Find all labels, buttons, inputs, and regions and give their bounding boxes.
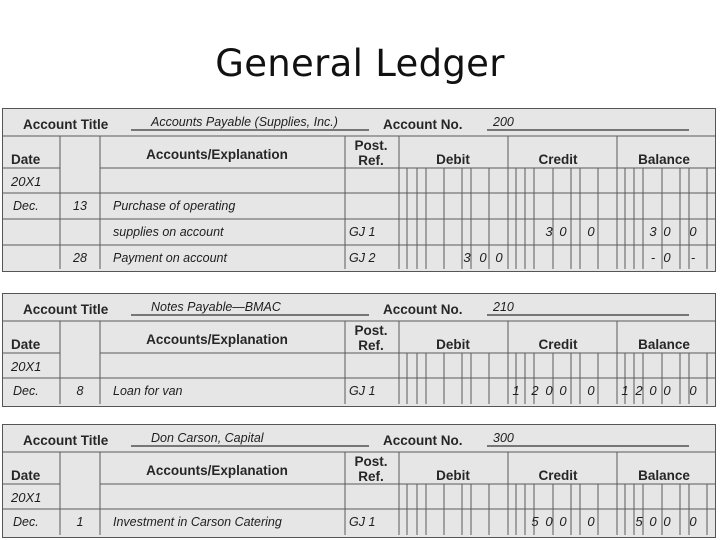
column-header-debit: Debit — [436, 337, 470, 352]
entry-balance-digit: 0 — [649, 383, 657, 398]
entry-credit-digit: 0 — [559, 224, 567, 239]
entry-balance-digit: 0 — [663, 250, 671, 265]
entry-debit-digit: 3 — [463, 250, 471, 265]
account-no-value: 210 — [493, 300, 514, 314]
column-header-debit: Debit — [436, 152, 470, 167]
entry-balance-digit: 0 — [663, 514, 671, 529]
entry-credit-digit: 0 — [587, 383, 595, 398]
entry-day: 1 — [76, 515, 84, 529]
account-title-label: Account Title — [23, 433, 109, 448]
entry-credit-digit: 3 — [545, 224, 553, 239]
ledger-card-capital — [2, 424, 716, 538]
column-header-balance: Balance — [638, 468, 690, 483]
column-header-explanation: Accounts/Explanation — [146, 463, 288, 478]
column-header-ref: Ref. — [358, 469, 384, 484]
column-header-ref: Ref. — [358, 153, 384, 168]
column-header-balance: Balance — [638, 152, 690, 167]
column-header-debit: Debit — [436, 468, 470, 483]
entry-post-ref: GJ 1 — [349, 225, 376, 239]
entry-post-ref: GJ 1 — [349, 384, 376, 398]
entry-post-ref: GJ 2 — [349, 251, 376, 265]
column-header-post: Post. — [354, 454, 388, 469]
entry-post-ref: GJ 1 — [349, 515, 376, 529]
account-no-value: 200 — [493, 115, 514, 129]
entry-explanation: supplies on account — [113, 225, 224, 239]
entry-credit-digit: 5 — [531, 514, 539, 529]
ledger-table — [3, 294, 715, 404]
entry-day: 8 — [76, 384, 84, 398]
entry-balance-digit: 0 — [649, 514, 657, 529]
ledger-card-notes-payable — [2, 293, 716, 407]
entry-credit-digit: 0 — [545, 383, 553, 398]
entry-balance-digit: 0 — [663, 224, 671, 239]
entry-explanation: Purchase of operating — [113, 199, 236, 213]
entry-balance-digit: 0 — [689, 514, 697, 529]
entry-explanation: Loan for van — [113, 384, 183, 398]
column-header-date: Date — [11, 468, 41, 483]
account-title-label: Account Title — [23, 117, 109, 132]
account-no-label: Account No. — [383, 302, 463, 317]
account-title-value: Don Carson, Capital — [151, 431, 264, 445]
entry-debit-digit: 0 — [479, 250, 487, 265]
entry-explanation: Payment on account — [113, 251, 227, 265]
column-header-credit: Credit — [538, 337, 578, 352]
column-header-balance: Balance — [638, 337, 690, 352]
entry-month: Dec. — [13, 199, 39, 213]
column-header-credit: Credit — [538, 468, 578, 483]
entry-day: 28 — [73, 251, 87, 265]
account-no-label: Account No. — [383, 117, 463, 132]
column-header-date: Date — [11, 152, 41, 167]
column-header-ref: Ref. — [358, 338, 384, 353]
ledger-table — [3, 109, 715, 269]
year-value: 20X1 — [11, 359, 42, 374]
entry-balance-digit: 2 — [635, 383, 643, 398]
entry-credit-digit: 0 — [587, 514, 595, 529]
entry-balance-digit: 5 — [635, 514, 643, 529]
account-title-value: Notes Payable—BMAC — [151, 300, 281, 314]
column-header-date: Date — [11, 337, 41, 352]
entry-credit-digit: 2 — [531, 383, 539, 398]
entry-credit-digit: 0 — [545, 514, 553, 529]
entry-month: Dec. — [13, 515, 39, 529]
column-header-explanation: Accounts/Explanation — [146, 332, 288, 347]
entry-balance-digit: 1 — [621, 383, 629, 398]
account-no-value: 300 — [493, 431, 514, 445]
column-header-explanation: Accounts/Explanation — [146, 147, 288, 162]
ledger-card-accounts-payable — [2, 108, 716, 272]
entry-month: Dec. — [13, 384, 39, 398]
page-title: General Ledger — [215, 42, 505, 85]
year-value: 20X1 — [11, 490, 42, 505]
entry-balance-digit: 3 — [649, 224, 657, 239]
account-title-value: Accounts Payable (Supplies, Inc.) — [151, 115, 338, 129]
column-header-credit: Credit — [538, 152, 578, 167]
entry-credit-digit: 0 — [559, 383, 567, 398]
entry-day: 13 — [73, 199, 87, 213]
entry-balance-digit: - — [650, 250, 656, 265]
entry-balance-digit: 0 — [689, 383, 697, 398]
entry-balance-digit: 0 — [663, 383, 671, 398]
account-no-label: Account No. — [383, 433, 463, 448]
entry-debit-digit: 0 — [495, 250, 503, 265]
entry-credit-digit: 0 — [587, 224, 595, 239]
account-title-label: Account Title — [23, 302, 109, 317]
entry-balance-digit: 0 — [689, 224, 697, 239]
year-value: 20X1 — [11, 174, 42, 189]
entry-balance-digit: - — [690, 250, 696, 265]
column-header-post: Post. — [354, 323, 388, 338]
entry-credit-digit: 0 — [559, 514, 567, 529]
column-header-post: Post. — [354, 138, 388, 153]
entry-explanation: Investment in Carson Catering — [113, 515, 282, 529]
ledger-table — [3, 425, 715, 535]
entry-credit-digit: 1 — [512, 383, 520, 398]
